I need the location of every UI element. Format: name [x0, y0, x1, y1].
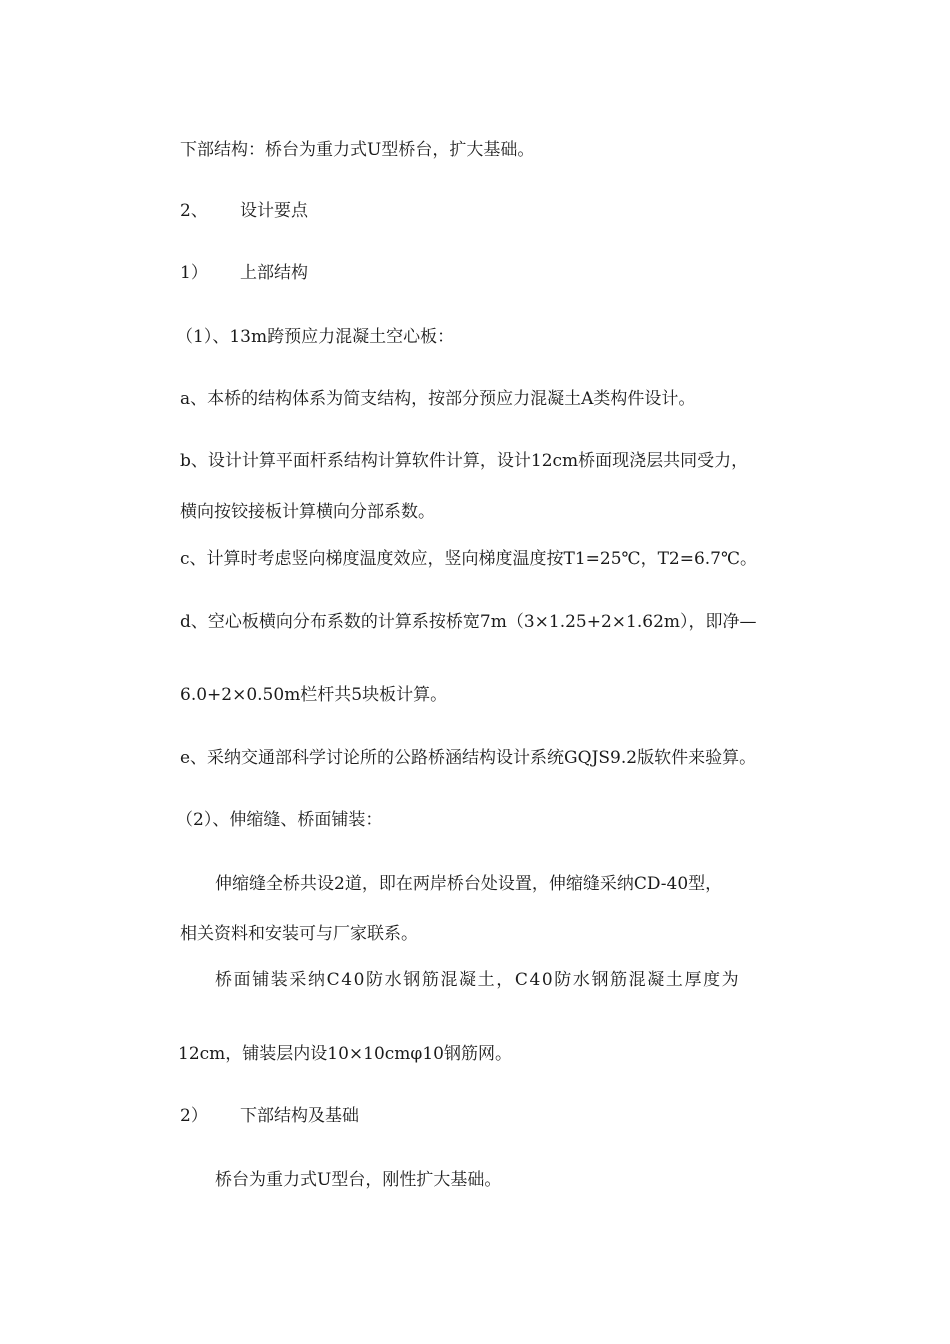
paragraph-item-c: c、计算时考虑竖向梯度温度效应，竖向梯度温度按T1=25℃，T2=6.7℃。: [180, 549, 758, 569]
subsection-heading-substructure: [180, 1104, 359, 1128]
paragraph-item-d-continued: 6.0+2×0.50m栏杆共5块板计算。: [180, 685, 448, 705]
paragraph-expansion-joint-continued: 相关资料和安装可与厂家联系。: [180, 924, 418, 944]
paragraph-abutment-foundation: 桥台为重力式U型台，刚性扩大基础。: [215, 1170, 502, 1190]
paragraph-item-b: b、设计计算平面杆系结构计算软件计算，设计12cm桥面现浇层共同受力，: [180, 451, 749, 471]
paragraph-item-e: e、采纳交通部科学讨论所的公路桥涵结构设计系统GQJS9.2版软件来验算。: [180, 748, 757, 768]
item-heading-hollow-slab: （1）、13m跨预应力混凝土空心板：: [176, 327, 455, 347]
subsection-title: 下部结构及基础: [240, 1106, 359, 1126]
section-title: 设计要点: [240, 201, 308, 221]
subsection-title: 上部结构: [240, 263, 308, 283]
paragraph-expansion-joint: 伸缩缝全桥共设2道，即在两岸桥台处设置，伸缩缝采纳CD-40型，: [215, 874, 723, 894]
paragraph-deck-pavement-continued: 12cm，铺装层内设10×10cmφ10钢筋网。: [178, 1044, 512, 1064]
subsection-heading-superstructure: [180, 261, 308, 285]
paragraph-item-d: d、空心板横向分布系数的计算系按桥宽7m（3×1.25+2×1.62m），即净—: [180, 612, 757, 632]
paragraph-item-a: a、本桥的结构体系为简支结构，按部分预应力混凝土A类构件设计。: [180, 389, 696, 409]
paragraph-deck-pavement: 桥面铺装采纳C40防水钢筋混凝土，C40防水钢筋混凝土厚度为: [215, 970, 741, 990]
subsection-number: 1）: [180, 263, 208, 283]
paragraph-substructure-summary: 下部结构：桥台为重力式U型桥台，扩大基础。: [180, 140, 535, 160]
section-heading-design-points: [180, 199, 308, 223]
section-number: 2、: [180, 201, 208, 221]
paragraph-item-b-continued: 横向按铰接板计算横向分部系数。: [180, 502, 435, 522]
subsection-number: 2）: [180, 1106, 208, 1126]
item-heading-expansion-joint: （2）、伸缩缝、桥面铺装：: [176, 810, 383, 830]
